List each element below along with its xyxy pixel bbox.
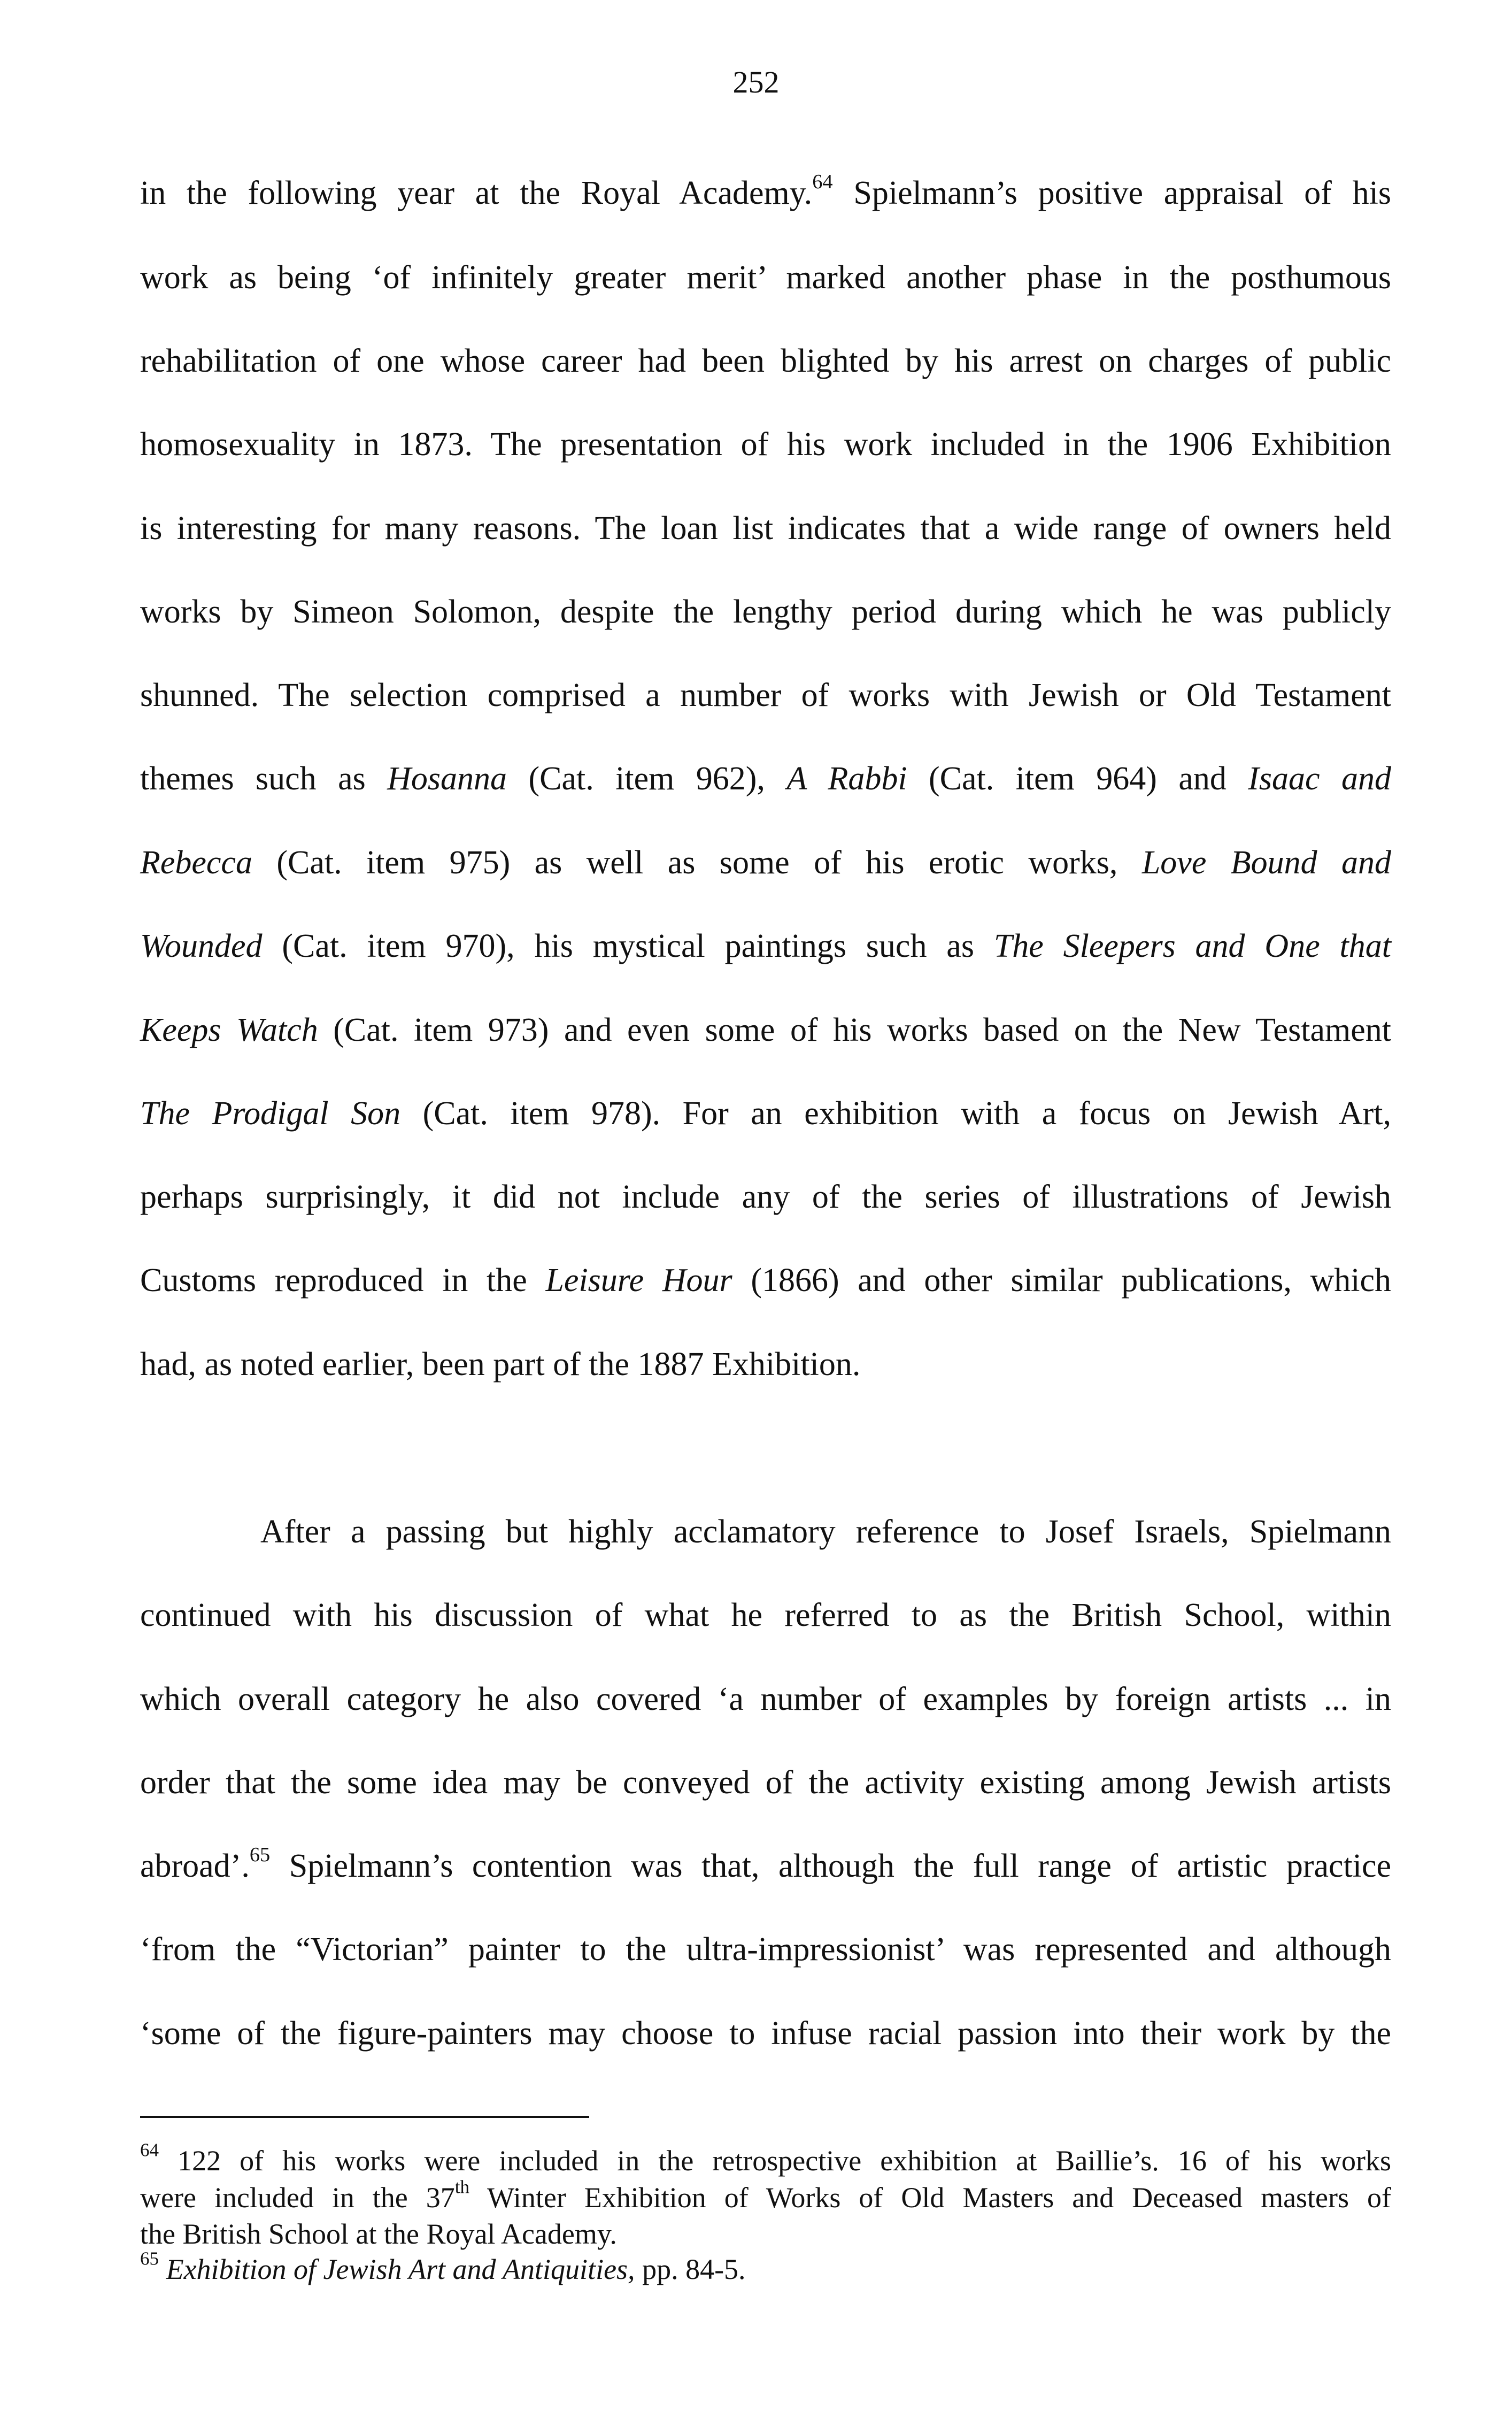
artwork-title: The Prodigal Son [140,1095,401,1132]
artwork-title: Love Bound and [1141,844,1391,881]
artwork-title: Wounded [140,928,263,964]
text-line: in the following year at the Royal Academy.$^{64}$ Spielmann’s positive appraisal of his [140,171,1391,211]
footnote-ref-65[interactable]: 65 [249,1844,271,1867]
footnote-line: $^{65}$ Exhibition of Jewish Art and Antiquities, pp. 84-5. [140,2248,746,2285]
footnote-line: were included in the 37th Winter Exhibition of Works of Old Masters and Deceased masters of [140,2176,1391,2214]
artwork-title: Rebecca [140,844,252,881]
artwork-title: The Sleepers and One that [993,928,1392,964]
text-line: Customs reproduced in the Leisure Hour (1866) and other similar publications, which [140,1262,1391,1299]
text-line: themes such as Hosanna (Cat. item 962), A Rabbi (Cat. item 964) and Isaac and [140,761,1391,797]
artwork-title: Isaac and [1248,761,1391,797]
text-line: order that the some idea may be conveyed of the activity existing among Jewish artists [140,1764,1391,1801]
text-line: Keeps Watch (Cat. item 973) and even some of his works based on the New Testament [140,1012,1391,1048]
text-line: shunned. The selection comprised a number of works with Jewish or Old Testament [140,677,1391,713]
footnote-line: the British School at the Royal Academy. [140,2218,617,2250]
text-line: ‘from the “Victorian” painter to the ultra-impressionist’ was represented and although [140,1931,1391,1968]
text-line: rehabilitation of one whose career had been blighted by his arrest on charges of public [140,343,1391,379]
text-line: continued with his discussion of what he referred to as the British School, within [140,1597,1391,1633]
footnote-number: 64 [140,2139,159,2161]
publication-title: Leisure Hour [545,1262,732,1299]
text-line: work as being ‘of infinitely greater merit’ marked another phase in the posthumous [140,259,1391,296]
text-line: works by Simeon Solomon, despite the lengthy period during which he was publicly [140,594,1391,630]
text-line: abroad’.$^{65}$ Spielmann’s contention was that, although the full range of artistic practice [140,1844,1391,1884]
text-line: The Prodigal Son (Cat. item 978). For an exhibition with a focus on Jewish Art, [140,1095,1391,1132]
text-line: had, as noted earlier, been part of the 1887 Exhibition. [140,1346,861,1383]
text-line: is interesting for many reasons. The loan list indicates that a wide range of owners held [140,510,1391,547]
footnote-separator [140,2116,589,2118]
text-line: homosexuality in 1873. The presentation of his work included in the 1906 Exhibition [140,426,1391,463]
page-number: 252 [732,65,780,99]
text-line: ‘some of the figure-painters may choose to infuse racial passion into their work by the [140,2015,1391,2052]
artwork-title: A Rabbi [786,761,907,797]
artwork-title: Hosanna [387,761,507,797]
text-line: Wounded (Cat. item 970), his mystical paintings such as The Sleepers and One that [140,928,1392,964]
text-line: perhaps surprisingly, it did not include any of the series of illustrations of Jewish [140,1179,1391,1215]
publication-title: Exhibition of Jewish Art and Antiquities, [159,2253,635,2285]
artwork-title: Keeps Watch [140,1012,318,1048]
footnote-number: 65 [140,2248,159,2269]
text-line: Rebecca (Cat. item 975) as well as some of his erotic works, Love Bound and [140,844,1391,881]
text-line: After a passing but highly acclamatory reference to Josef Israels, Spielmann [260,1514,1391,1550]
footnote-line: $^{64}$ 122 of his works were included in the retrospective exhibition at Baillie’s. 16 of his works [140,2139,1391,2177]
text-line: which overall category he also covered ‘a number of examples by foreign artists ... in [140,1681,1391,1717]
footnote-ref-64[interactable]: 64 [812,171,833,194]
